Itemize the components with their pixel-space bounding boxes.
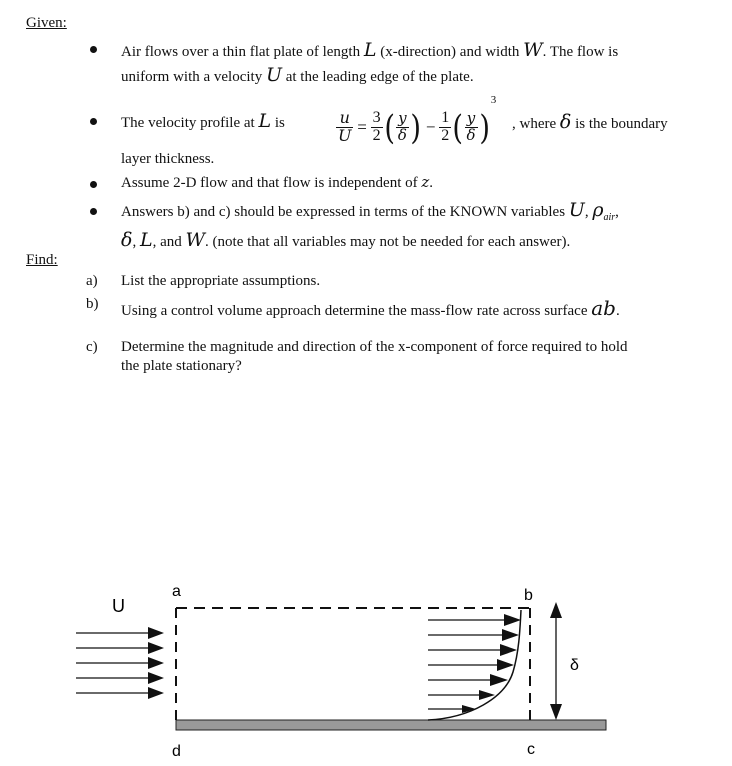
subscript-air: air [603,212,616,223]
arrow-head [148,627,164,639]
find-c-line-2: the plate stationary? [121,358,242,374]
find-c-line-1: Determine the magnitude and direction of the x-component of force required to hold [121,339,628,355]
text: . The flow is [542,44,619,60]
arrow-head [490,674,508,686]
profile-arrows [428,614,521,713]
find-header: Find: [26,252,58,268]
text: , [132,234,137,250]
text: , [615,204,619,220]
label-a: a [172,583,181,600]
inflow-arrows [76,627,164,699]
given-bullet-1-line-2 [121,64,474,86]
eq-denominator: δ [397,126,407,145]
find-b-label: b) [86,296,99,312]
arrow-head [148,657,164,669]
eq-numerator: y [396,111,409,128]
one-half [439,110,451,145]
control-volume-diagram [0,560,732,766]
text: , where [512,116,557,132]
text: . (note that all variables may not be needed for each answer). [205,234,571,250]
arrow-head [148,642,164,654]
bullet-dot [90,46,97,53]
velocity-profile-equation: $\frac{u}{U}$ = $\frac{3}{2}$ ( $\frac{y}{\delta}$ ) − $\frac{1}{2}$ ( $\frac{y}{\delta}$ )$^3$ [338,94,497,148]
three-halves [371,110,383,145]
text: (x-direction) and width [380,44,520,60]
label-U: U [112,596,125,616]
find-a-text: List the appropriate assumptions. [121,273,321,289]
label-c: c [527,741,535,758]
text: , and [152,234,182,250]
text: Air flows over a thin flat plate of length [121,44,361,60]
eq-numerator: u [336,110,353,128]
find-b-text [121,296,620,320]
var-L: L [363,39,377,61]
given-bullet-2-tail [512,111,668,133]
flat-plate [176,720,606,730]
label-d: d [172,743,181,760]
text: . [429,175,434,191]
arrow-head [497,659,514,671]
text: Using a control volume approach determine the mass-flow rate across surface [121,303,588,319]
eq-denominator: 2 [372,127,381,145]
arrow-head [550,602,562,618]
var-W: W [185,229,206,251]
given-bullet-4-line-1 [121,199,619,223]
text: The velocity profile at [121,115,255,131]
minus-sign: − [425,117,436,137]
text: Answers b) and c) should be expressed in terms of the KNOWN variables [121,204,566,220]
arrow-head [550,704,562,720]
var-W: W [523,39,543,61]
find-a-label: a) [86,273,98,289]
var-delta: δ [559,111,572,133]
bullet-dot [90,208,97,215]
given-header: Given: [26,15,67,31]
var-z: z [421,173,430,191]
label-delta: δ [570,657,579,674]
var-rho: ρ [592,199,604,221]
eq-denominator: δ [466,126,476,145]
y-over-delta [465,111,478,144]
eq-numerator: y [465,111,478,128]
equals-sign: = [357,117,367,137]
given-bullet-4-line-2 [121,229,570,251]
given-bullet-1-line-1 [121,39,618,61]
text: is [274,115,285,131]
bullet-dot [90,181,97,188]
var-delta: δ [121,229,133,251]
text: uniform with a velocity [121,69,263,85]
var-L: L [258,110,272,132]
u-over-U [336,110,353,145]
arrow-head [500,644,517,656]
eq-numerator: 1 [441,109,450,127]
exponent: 3 [490,94,497,106]
text: . [615,303,620,319]
arrow-head [504,614,521,626]
given-bullet-2-line-2: layer thickness. [121,151,215,167]
label-b: b [524,587,533,604]
var-ab: ab [591,296,616,320]
bullet-dot [90,118,97,125]
text: Assume 2-D flow and that flow is independent of [121,175,418,191]
eq-numerator: 3 [372,109,381,127]
arrow-head [148,687,164,699]
given-bullet-3 [121,173,433,192]
given-bullet-2-text [121,110,285,132]
text: at the leading edge of the plate. [285,69,474,85]
var-U: U [568,199,585,221]
eq-denominator: 2 [441,127,450,145]
arrow-head [148,672,164,684]
text: is the boundary [575,116,668,132]
var-L: L [139,229,153,251]
text: , [584,204,589,220]
var-U: U [265,64,282,86]
find-c-label: c) [86,339,98,355]
arrow-head [502,629,519,641]
eq-denominator: U [338,126,352,146]
y-over-delta [396,111,409,144]
